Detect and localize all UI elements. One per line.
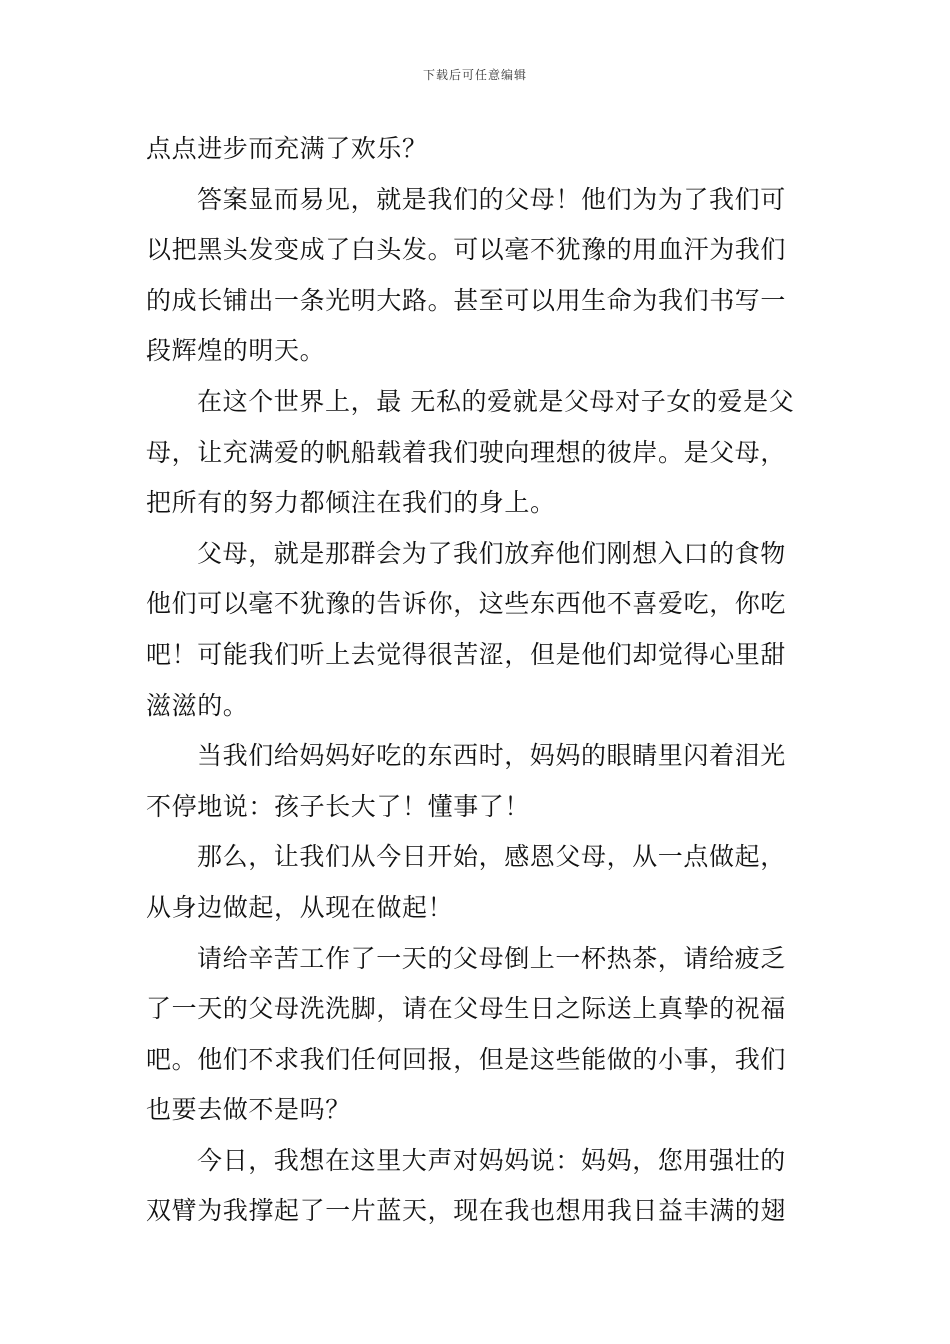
text-line: 那么，让我们从今日开始，感恩父母，从一点做起， [197,842,786,872]
text-line: 他们可以毫不犹豫的告诉你，这些东西他不喜爱吃，你吃 [146,589,787,619]
text-line: 吧。他们不求我们任何回报，但是这些能做的小事，我们 [146,1044,787,1074]
text-line: 在这个世界上，最 无私的爱就是父母对子女的爱是父 [197,386,795,416]
text-line: 点点进步而充满了欢乐？ [146,134,428,163]
text-line: 的成长铺出一条光明大路。甚至可以用生命为我们书写一 [146,285,787,315]
text-line: 今日，我想在这里大声对妈妈说：妈妈，您用强壮的 [197,1145,786,1175]
text-line: 请给辛苦工作了一天的父母倒上一杯热茶，请给疲乏 [197,943,786,973]
text-line: 滋滋的。 [146,690,249,720]
text-line: 父母，就是那群会为了我们放弃他们刚想入口的食物 [197,538,786,568]
text-line: 以把黑头发变成了白头发。可以毫不犹豫的用血汗为我们 [146,235,787,265]
text-line: 答案显而易见，就是我们的父母！他们为为了我们可 [197,184,786,214]
text-line: 把所有的努力都倾注在我们的身上。 [146,488,556,518]
text-line: 吧！可能我们听上去觉得很苦涩，但是他们却觉得心里甜 [146,639,787,669]
page-header: 下载后可任意编辑 [422,68,527,82]
text-line: 也要去做不是吗？ [146,1095,351,1125]
text-line: 双臂为我撑起了一片蓝天，现在我也想用我日益丰满的翅 [146,1196,787,1226]
text-line: 了一天的父母洗洗脚，请在父母生日之际送上真挚的祝福 [146,994,787,1024]
text-line: 不停地说：孩子长大了！懂事了！ [146,791,531,821]
text-line: 从身边做起，从现在做起！ [146,892,454,922]
essay-body [146,124,808,1237]
text-line: 母，让充满爱的帆船载着我们驶向理想的彼岸。是父母， [146,437,787,467]
text-line: 当我们给妈妈好吃的东西时，妈妈的眼睛里闪着泪光 [197,741,786,771]
text-line: 段辉煌的明天。 [146,336,326,366]
